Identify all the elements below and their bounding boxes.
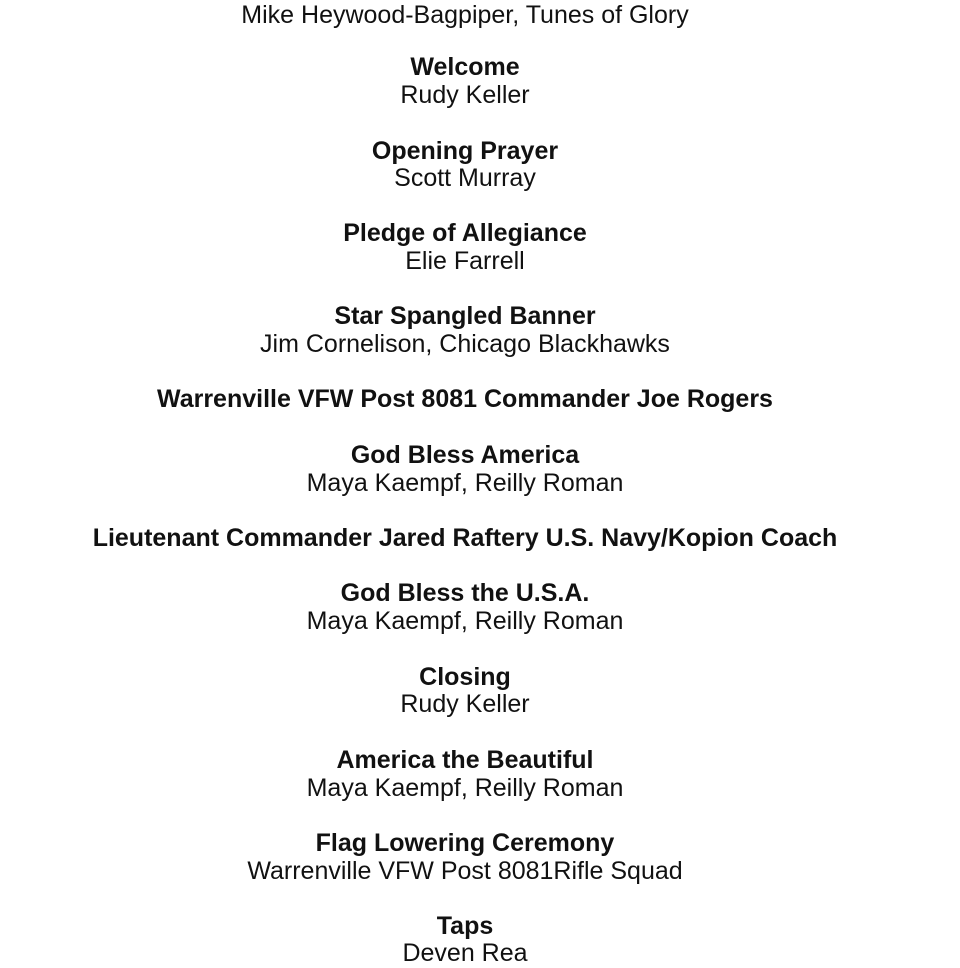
item-title-welcome: Welcome: [410, 53, 520, 81]
item-title-pledge: Pledge of Allegiance: [343, 219, 587, 247]
item-title-flag-lowering: Flag Lowering Ceremony: [315, 829, 615, 857]
item-performer-star-spangled-banner: Jim Cornelison, Chicago Blackhawks: [260, 330, 670, 358]
item-title-america-the-beautiful: America the Beautiful: [336, 746, 594, 774]
item-title-vfw-commander: Warrenville VFW Post 8081 Commander Joe Rogers: [157, 385, 773, 413]
item-performer-pledge: Elie Farrell: [405, 247, 525, 275]
item-performer-america-the-beautiful: Maya Kaempf, Reilly Roman: [306, 774, 624, 802]
program-intro: Mike Heywood-Bagpiper, Tunes of Glory: [241, 1, 689, 29]
item-performer-flag-lowering: Warrenville VFW Post 8081Rifle Squad: [247, 857, 683, 885]
item-title-god-bless-usa: God Bless the U.S.A.: [340, 579, 590, 607]
item-title-lt-commander: Lieutenant Commander Jared Raftery U.S. Navy/Kopion Coach: [92, 524, 838, 552]
item-title-star-spangled-banner: Star Spangled Banner: [334, 302, 596, 330]
item-title-god-bless-america: God Bless America: [350, 441, 580, 469]
item-title-opening-prayer: Opening Prayer: [371, 137, 559, 165]
item-performer-god-bless-america: Maya Kaempf, Reilly Roman: [306, 469, 624, 497]
item-performer-taps: Deven Rea: [402, 939, 528, 967]
item-performer-closing: Rudy Keller: [400, 690, 530, 718]
item-title-closing: Closing: [419, 663, 511, 691]
item-title-taps: Taps: [436, 912, 494, 940]
item-performer-opening-prayer: Scott Murray: [394, 164, 536, 192]
item-performer-god-bless-usa: Maya Kaempf, Reilly Roman: [306, 607, 624, 635]
item-performer-welcome: Rudy Keller: [400, 81, 530, 109]
